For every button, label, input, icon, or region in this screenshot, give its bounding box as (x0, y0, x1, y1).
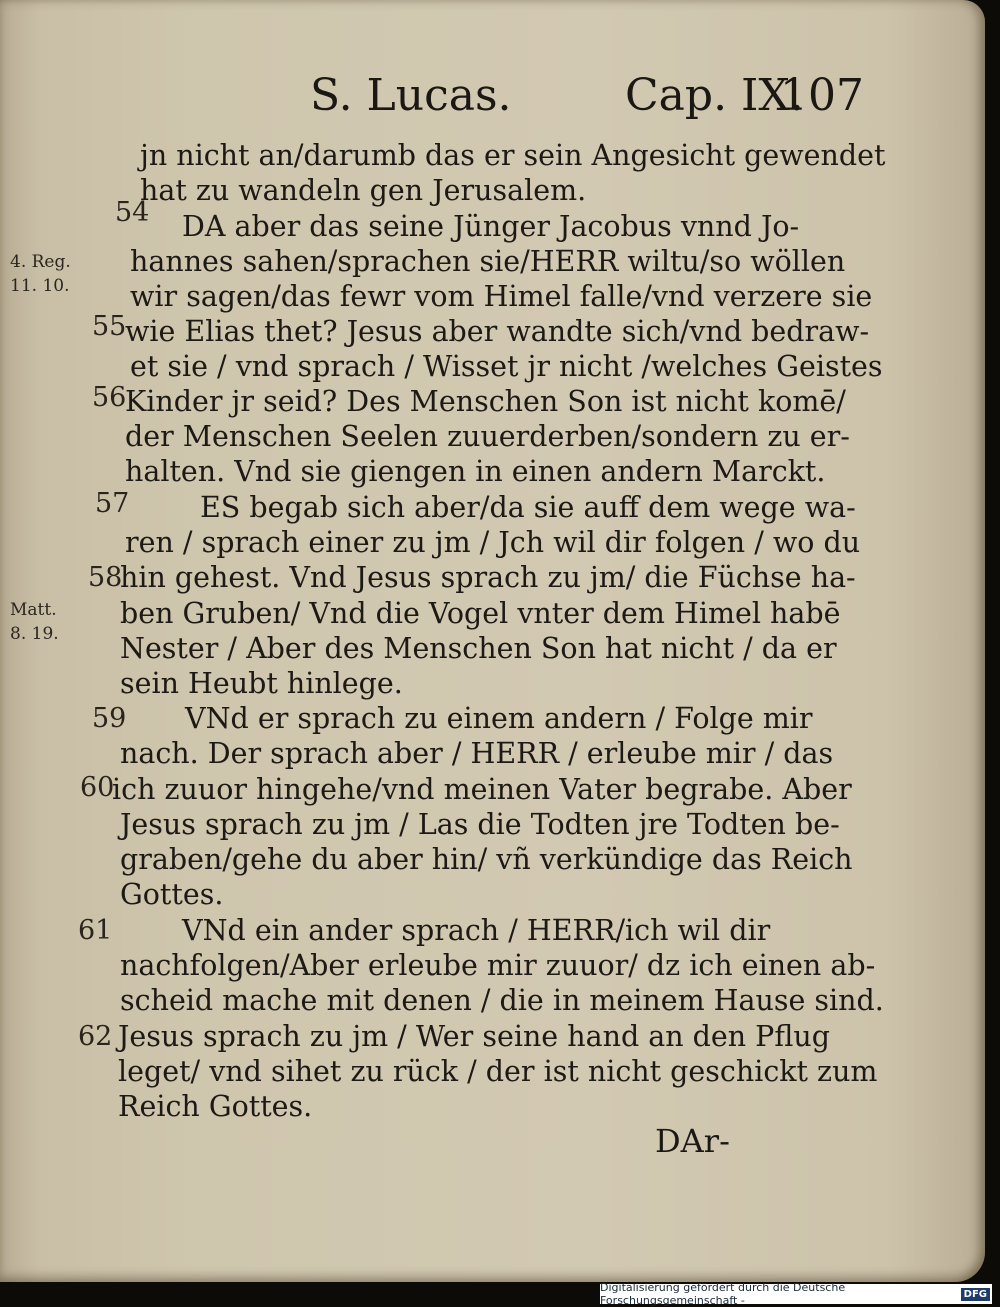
dfg-logo: DFG (961, 1288, 990, 1301)
text-line: nach. Der sprach aber / HERR / erleube mir / das (120, 737, 834, 770)
text-line: scheid mache mit denen / die in meinem Hause sind. (120, 984, 884, 1017)
margin-note-line: Matt. (10, 600, 57, 620)
verse-number: 57 (95, 488, 130, 519)
catchword: DAr- (655, 1122, 730, 1160)
verse-number: 61 (78, 915, 113, 946)
margin-note-reference (10, 250, 105, 298)
header-chapter: Cap. IX. (625, 70, 804, 121)
page-number: 107 (780, 70, 864, 121)
text-line: Reich Gottes. (118, 1090, 313, 1123)
margin-note-reference (10, 598, 105, 646)
text-line: Nester / Aber des Menschen Son hat nicht / da er (120, 632, 837, 665)
text-line: et sie / vnd sprach / Wisset jr nicht /welches Geistes (130, 350, 883, 383)
verse-number: 55 (92, 311, 127, 342)
text-line: hannes sahen/sprachen sie/HERR wiltu/so wöllen (130, 245, 846, 278)
text-line: wie Elias thet? Jesus aber wandte sich/vnd bedraw- (125, 315, 870, 348)
digitization-credit (600, 1281, 992, 1307)
verse-number: 56 (92, 382, 127, 413)
text-line: nachfolgen/Aber erleube mir zuuor/ dz ich einen ab- (120, 949, 876, 982)
text-line: graben/gehe du aber hin/ vñ verkündige das Reich (120, 843, 853, 876)
text-line: ich zuuor hingehe/vnd meinen Vater begrabe. Aber (112, 773, 852, 806)
text-line: VNd ein ander sprach / HERR/ich wil dir (182, 914, 771, 947)
text-line: VNd er sprach zu einem andern / Folge mir (185, 702, 813, 735)
text-line: jn nicht an/darumb das er sein Angesicht gewendet (140, 139, 886, 172)
text-line: halten. Vnd sie giengen in einen andern Marckt. (125, 455, 826, 488)
verse-number: 59 (92, 703, 127, 734)
text-line: DA aber das seine Jünger Jacobus vnnd Jo- (182, 210, 800, 243)
text-line: sein Heubt hinlege. (120, 667, 403, 700)
verse-number: 58 (88, 562, 123, 593)
text-line: hin gehest. Vnd Jesus sprach zu jm/ die Füchse ha- (120, 561, 856, 594)
text-line: der Menschen Seelen zuuerderben/sondern zu er- (125, 420, 850, 453)
margin-note-line: 11. 10. (10, 276, 70, 296)
text-line: hat zu wandeln gen Jerusalem. (140, 174, 587, 207)
margin-note-line: 8. 19. (10, 624, 59, 644)
verse-number: 54 (115, 197, 150, 228)
text-line: Gottes. (120, 878, 224, 911)
text-line: Jesus sprach zu jm / Wer seine hand an den Pflug (118, 1020, 830, 1053)
text-line: ren / sprach einer zu jm / Jch wil dir folgen / wo du (125, 526, 861, 559)
text-line: ES begab sich aber/da sie auff dem wege wa- (200, 491, 856, 524)
verse-number: 60 (80, 772, 115, 803)
text-line: leget/ vnd sihet zu rück / der ist nicht geschickt zum (118, 1055, 878, 1088)
text-line: Jesus sprach zu jm / Las die Todten jre Todten be- (120, 808, 840, 841)
margin-note-line: 4. Reg. (10, 252, 71, 272)
running-header (310, 70, 864, 130)
text-line: Kinder jr seid? Des Menschen Son ist nicht komē/ (125, 385, 846, 418)
credit-text: Digitalisierung gefördert durch die Deutsche Forschungsgemeinschaft - (600, 1281, 846, 1307)
text-line: ben Gruben/ Vnd die Vogel vnter dem Himel habē (120, 597, 841, 630)
header-book-title: S. Lucas. (310, 70, 512, 121)
verse-number: 62 (78, 1021, 113, 1052)
text-line: wir sagen/das fewr vom Himel falle/vnd verzere sie (130, 280, 873, 313)
